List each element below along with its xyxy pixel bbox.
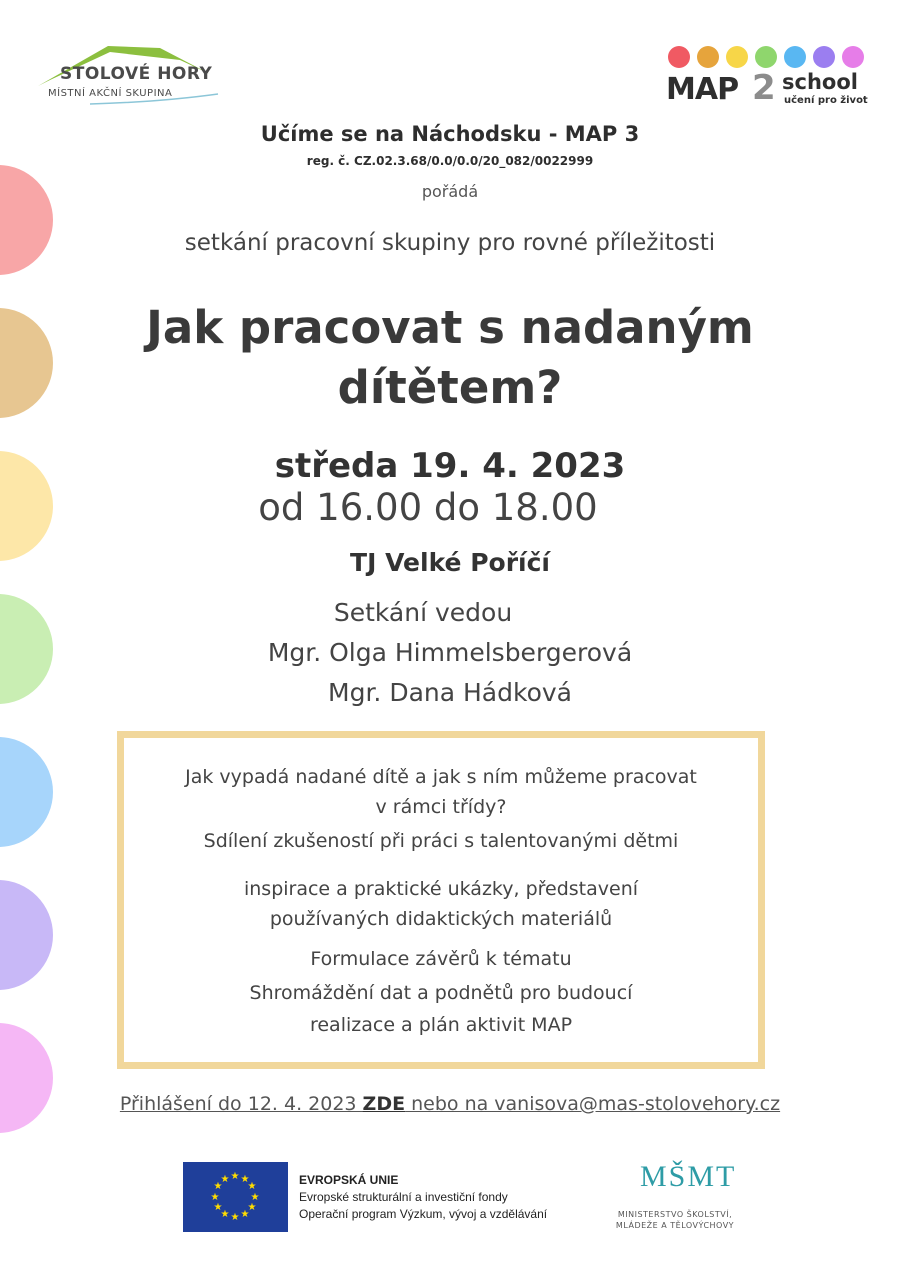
msmt-line2: MLÁDEŽE A TĚLOVÝCHOVY <box>615 1221 735 1230</box>
map-dot <box>842 46 864 68</box>
svg-text:★: ★ <box>247 1181 257 1192</box>
event-title-line2: dítětem? <box>337 361 563 414</box>
eu-text <box>299 1172 547 1223</box>
map-dot <box>726 46 748 68</box>
map-dot <box>755 46 777 68</box>
msmt-line1: MINISTERSTVO ŠKOLSTVÍ, <box>617 1210 733 1219</box>
map2school-logo <box>660 40 875 110</box>
meeting-type: setkání pracovní skupiny pro rovné příležitosti <box>184 230 716 256</box>
svg-text:★: ★ <box>213 1202 223 1213</box>
program-box <box>117 731 765 1069</box>
event-venue: TJ Velké Poříčí <box>350 548 550 577</box>
registration-email[interactable]: nebo na vanisova@mas-stolovehory.cz <box>405 1093 781 1115</box>
map-number: 2 <box>752 68 776 108</box>
map-dot <box>813 46 835 68</box>
registration-link[interactable]: ZDE <box>362 1093 406 1115</box>
svg-text:★: ★ <box>247 1202 257 1213</box>
svg-text:★: ★ <box>250 1192 260 1203</box>
event-title-line1: Jak pracovat s nadaným <box>146 301 754 354</box>
program-line: Jak vypadá nadané dítě a jak s ním můžeme pracovat <box>185 766 697 788</box>
registration-line <box>0 1093 900 1115</box>
eu-line2: Evropské strukturální a investiční fondy <box>299 1190 508 1204</box>
lecturer-1: Mgr. Olga Himmelsbergerová <box>267 638 633 667</box>
map-dot <box>668 46 690 68</box>
msmt-logo <box>600 1160 760 1240</box>
svg-text:★: ★ <box>220 1174 230 1185</box>
svg-text:★: ★ <box>240 1174 250 1185</box>
program-line: v rámci třídy? <box>375 796 507 818</box>
side-dot-purple <box>0 880 53 990</box>
eu-stars-icon <box>183 1162 288 1232</box>
program-line: používaných didaktických materiálů <box>269 908 613 930</box>
svg-text:★: ★ <box>230 1171 240 1182</box>
eu-flag-icon <box>183 1162 288 1232</box>
map-school: school <box>782 70 858 94</box>
organizes-label: pořádá <box>421 182 479 201</box>
program-line: Formulace závěrů k tématu <box>310 948 572 970</box>
program-line: realizace a plán aktivit MAP <box>309 1014 573 1036</box>
map-text: MAP <box>666 72 739 107</box>
event-title <box>0 298 900 418</box>
svg-text:★: ★ <box>213 1181 223 1192</box>
registration-prefix: Přihlášení do 12. 4. 2023 <box>119 1093 363 1115</box>
lecturer-2: Mgr. Dana Hádková <box>328 678 572 707</box>
eu-line1: EVROPSKÁ UNIE <box>299 1173 399 1187</box>
mas-subtitle: MÍSTNÍ AKČNÍ SKUPINA <box>48 88 173 99</box>
program-line: Sdílení zkušeností při práci s talentovanými dětmi <box>203 830 679 852</box>
led-by-label: Setkání vedou <box>333 598 513 627</box>
svg-text:★: ★ <box>220 1209 230 1220</box>
event-time: od 16.00 do 18.00 <box>258 486 598 529</box>
svg-text:★: ★ <box>240 1209 250 1220</box>
event-date: středa 19. 4. 2023 <box>274 446 626 486</box>
msmt-mark: MŠMT <box>640 1160 737 1193</box>
map-dot <box>784 46 806 68</box>
side-dot-pink <box>0 1023 53 1133</box>
svg-text:★: ★ <box>210 1192 220 1203</box>
mas-stolove-hory-logo <box>30 38 230 108</box>
project-title: Učíme se na Náchodsku - MAP 3 <box>260 122 640 146</box>
registration-number: reg. č. CZ.02.3.68/0.0/0.0/20_082/0022999 <box>306 154 594 168</box>
svg-text:★: ★ <box>230 1212 240 1223</box>
program-line: Shromáždění dat a podnětů pro budoucí <box>249 982 633 1004</box>
map-dot <box>697 46 719 68</box>
side-dot-blue <box>0 737 53 847</box>
eu-line3: Operační program Výzkum, vývoj a vzdělávání <box>299 1207 548 1221</box>
program-line: inspirace a praktické ukázky, představení <box>243 878 639 900</box>
mas-name: STOLOVÉ HORY <box>60 64 213 84</box>
map-tagline: učení pro život <box>784 95 868 106</box>
